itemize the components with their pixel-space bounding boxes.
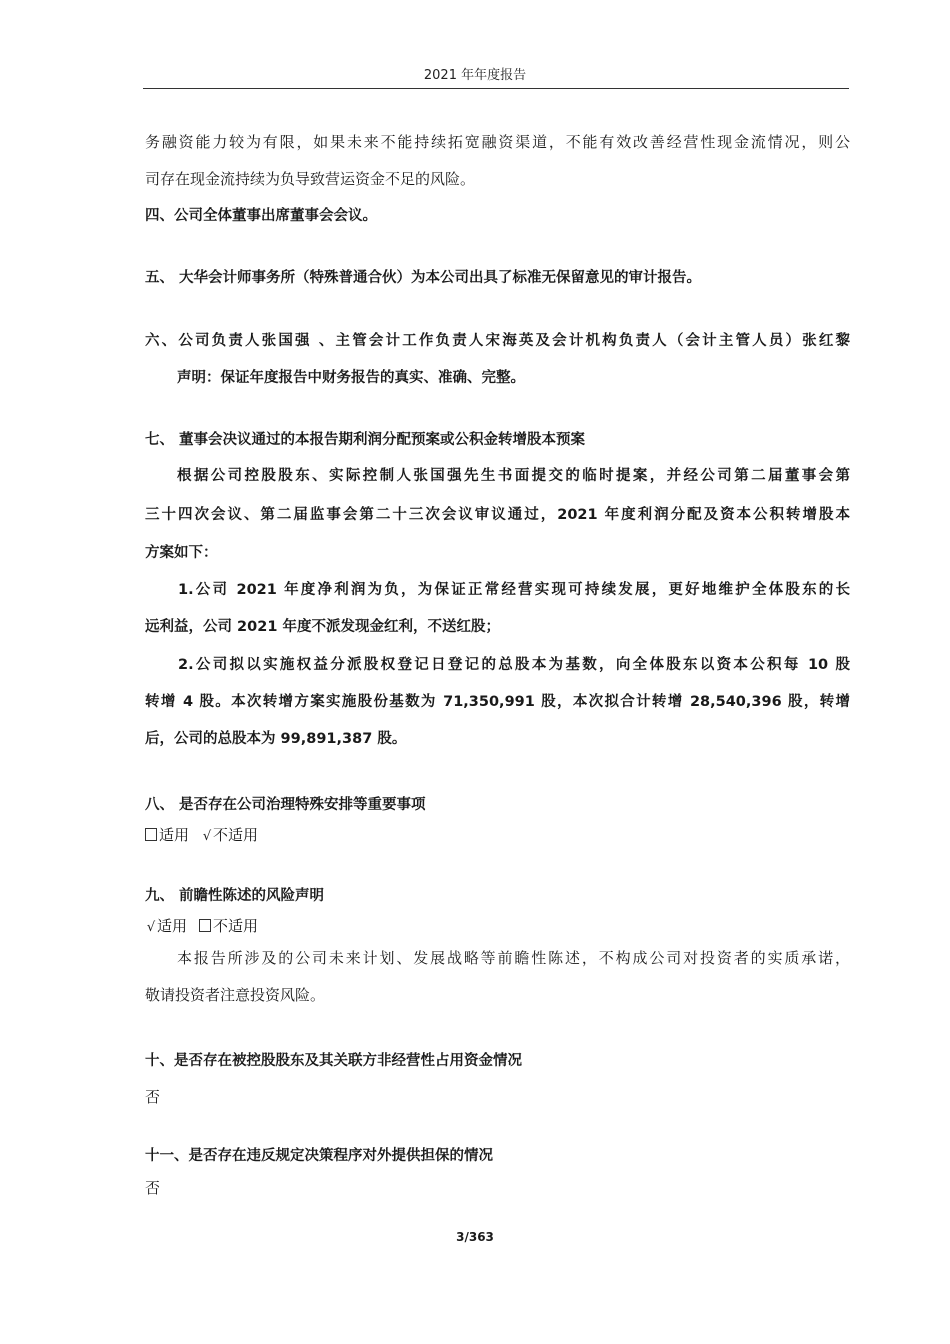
intro-paragraph-line-1: 务融资能力较为有限，如果未来不能持续拓宽融资渠道，不能有效改善经营性现金流情况，则公 — [145, 133, 850, 151]
section-6-line-2: 声明：保证年度报告中财务报告的真实、准确、完整。 — [177, 370, 525, 386]
unchecked-box-icon — [145, 828, 157, 841]
section-7-heading: 七、 董事会决议通过的本报告期利润分配预案或公积金转增股本预案 — [145, 432, 586, 448]
section-9-heading: 九、 前瞻性陈述的风险声明 — [145, 888, 325, 904]
section-6-line-1: 六、公司负责人张国强 、主管会计工作负责人宋海英及会计机构负责人（会计主管人员）张红黎 — [145, 333, 850, 349]
section-8-options — [145, 825, 850, 847]
section-5-heading: 五、 大华会计师事务所（特殊普通合伙）为本公司出具了标准无保留意见的审计报告。 — [145, 270, 702, 286]
option-applicable-label: 适用 — [159, 826, 190, 844]
section-7-paragraph-1-line-3: 方案如下： — [145, 545, 218, 561]
checkmark-icon: √ — [202, 829, 212, 844]
page-header: 2021 年年度报告 — [423, 68, 527, 83]
section-7-paragraph-3-line-2: 转增 4 股。本次转增方案实施股份基数为 71,350,991 股，本次拟合计转增 28,540,396 股，转增 — [145, 694, 850, 710]
unchecked-box-icon — [199, 919, 211, 932]
option-applicable-label: 适用 — [157, 917, 188, 935]
section-10-heading: 十、是否存在被控股股东及其关联方非经营性占用资金情况 — [145, 1053, 522, 1069]
section-7-paragraph-1-line-1: 根据公司控股股东、实际控制人张国强先生书面提交的临时提案，并经公司第二届董事会第 — [177, 468, 850, 484]
section-10-answer: 否 — [145, 1088, 161, 1106]
section-7-paragraph-2-line-2: 远利益，公司 2021 年度不派发现金红利，不送红股； — [145, 619, 500, 635]
header-divider — [143, 88, 849, 89]
page-number: 3/363 — [456, 1230, 494, 1244]
section-9-paragraph-line-1: 本报告所涉及的公司未来计划、发展战略等前瞻性陈述，不构成公司对投资者的实质承诺， — [177, 949, 850, 967]
section-9-options — [145, 916, 850, 938]
section-11-heading: 十一、是否存在违反规定决策程序对外提供担保的情况 — [145, 1148, 493, 1164]
section-7-paragraph-2-line-1: 1.公司 2021 年度净利润为负，为保证正常经营实现可持续发展，更好地维护全体股东的长 — [178, 582, 850, 598]
section-4-heading: 四、公司全体董事出席董事会会议。 — [145, 208, 377, 224]
option-not-applicable-label: 不适用 — [213, 826, 259, 844]
section-7-paragraph-3-line-1: 2.公司拟以实施权益分派股权登记日登记的总股本为基数，向全体股东以资本公积每 10 股 — [178, 657, 850, 673]
option-not-applicable-label: 不适用 — [213, 917, 259, 935]
section-7-paragraph-1-line-2: 三十四次会议、第二届监事会第二十三次会议审议通过，2021 年度利润分配及资本公积转增股本 — [145, 507, 850, 523]
intro-paragraph-line-2: 司存在现金流持续为负导致营运资金不足的风险。 — [145, 170, 476, 188]
section-11-answer: 否 — [145, 1179, 161, 1197]
checkmark-icon: √ — [146, 920, 156, 935]
section-8-heading: 八、 是否存在公司治理特殊安排等重要事项 — [145, 797, 426, 813]
section-7-paragraph-3-line-3: 后，公司的总股本为 99,891,387 股。 — [145, 731, 407, 747]
section-9-paragraph-line-2: 敬请投资者注意投资风险。 — [145, 986, 326, 1004]
